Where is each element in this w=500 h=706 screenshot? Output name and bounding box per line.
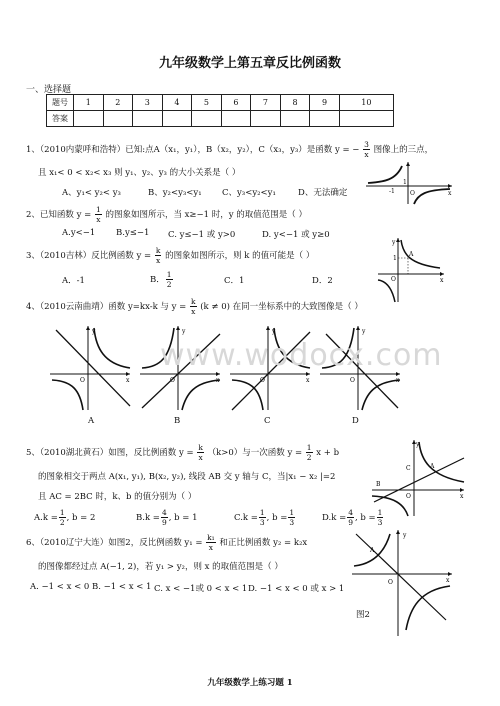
q5-line2: 的图象相交于两点 A(x₁, y₁), B(x₂, y₂), 线段 AB 交 y 轴与 C，当|x₁ − x₂ |=2 (38, 472, 336, 482)
answer-cell[interactable] (339, 111, 393, 127)
q1-graph (364, 160, 454, 206)
svg-text:O: O (80, 377, 85, 384)
svg-text:-1: -1 (389, 188, 395, 195)
table-row (47, 95, 394, 111)
q2-text: 2、已知函数 y = (26, 210, 92, 220)
svg-text:1: 1 (393, 255, 397, 262)
q5-option-b[interactable]: B.k = $\frac{4}{9}$ , b = 1 (136, 508, 198, 527)
q5-graph (370, 438, 466, 518)
q5-fraction-k: $\frac{k}{x}$ (198, 443, 203, 462)
table-cell: 10 (339, 95, 393, 111)
table-cell: 6 (221, 95, 251, 111)
table-cell: 8 (280, 95, 310, 111)
q1-line1 (26, 140, 433, 159)
svg-text:O: O (388, 579, 393, 586)
svg-text:1: 1 (403, 179, 407, 186)
q4-graph-a (48, 324, 132, 412)
q2-option-d[interactable]: D. y<−1 或 y≥0 (262, 230, 330, 240)
svg-text:y: y (92, 328, 96, 335)
svg-text:y: y (403, 532, 407, 539)
page-title: 九年级数学上第五章反比例函数 (158, 56, 341, 71)
q4-option-a[interactable]: A (88, 416, 95, 426)
table-cell: 2 (103, 95, 133, 111)
table-cell: 4 (162, 95, 192, 111)
table-cell: 3 (133, 95, 163, 111)
q5-option-a[interactable]: A.k = $\frac{1}{2}$ , b = 2 (34, 508, 96, 527)
q1-fraction: $\frac{3}{x}$ (364, 140, 369, 159)
svg-text:x: x (216, 377, 220, 384)
svg-text:O: O (406, 493, 411, 500)
q3-text-end: 的图象如图所示，则 k 的值可能是（ ） (165, 251, 315, 261)
q1-text-end: 图像上的三点， (373, 145, 434, 155)
svg-text:O: O (170, 377, 175, 384)
q3-graph (376, 236, 446, 304)
table-cell: 1 (74, 95, 104, 111)
svg-text:A: A (370, 547, 375, 554)
table-cell: 7 (251, 95, 281, 111)
answer-table (46, 94, 394, 127)
q5-option-c[interactable]: C.k = $\frac{1}{3}$ , b = $\frac{1}{3}$ (234, 508, 295, 527)
table-cell: 答案 (47, 111, 74, 127)
q4-text-end: (k ≠ 0) 在同一坐标系中的大致图像是（ ） (200, 302, 363, 312)
q3-line1 (26, 246, 314, 265)
page-footer: 九年级数学上练习题 1 (207, 678, 293, 688)
q3-text: 3、（2010吉林）反比例函数 y = (26, 251, 152, 261)
q1-option-c[interactable]: C、y₃<y₂<y₁ (222, 188, 276, 198)
q6-fraction: $\frac{\text{k₁}}{x}$ (207, 533, 215, 552)
q3-option-b[interactable]: B． $\frac{1}{2}$ (150, 270, 172, 289)
answer-cell[interactable] (74, 111, 104, 127)
q4-option-d[interactable]: D (352, 416, 359, 426)
table-row (47, 111, 394, 127)
q2-option-a[interactable]: A.y<−1 (62, 228, 96, 238)
svg-text:O: O (260, 377, 265, 384)
answer-cell[interactable] (192, 111, 222, 127)
q6-text: 6、（2010辽宁大连）如图2，反比例函数 y₁ = (26, 538, 203, 548)
watermark: www.wodocx.com (160, 338, 443, 373)
svg-text:x: x (306, 377, 310, 384)
svg-text:y: y (416, 441, 420, 448)
q6-graph (350, 528, 454, 638)
q2-option-c[interactable]: C. y≤−1 或 y>0 (168, 230, 236, 240)
q2-fraction: $\frac{1}{x}$ (95, 205, 101, 224)
q5-text-end: x + b (316, 448, 340, 458)
q4-text: 4、（2010云南曲靖）函数 y=kx-k 与 y = (26, 302, 187, 312)
q4-fraction: $\frac{k}{x}$ (190, 297, 196, 316)
q3-option-d[interactable]: D．2 (312, 276, 333, 286)
q3-option-c[interactable]: C．1 (224, 276, 245, 286)
answer-cell[interactable] (310, 111, 340, 127)
q2-text-end: 的图象如图所示，当 x≥−1 时，y 的取值范围是（ ） (105, 210, 307, 220)
svg-text:O: O (391, 276, 396, 283)
q6-option-c[interactable]: C. x < −1或 0 < x < 1 (154, 584, 248, 594)
q4-line1 (26, 297, 363, 316)
q6-option-d[interactable]: D. −1 < x < 0 或 x > 1 (248, 584, 345, 594)
table-cell: 9 (310, 95, 340, 111)
answer-cell[interactable] (103, 111, 133, 127)
q3-fraction: $\frac{k}{x}$ (155, 246, 161, 265)
svg-text:A: A (430, 463, 435, 470)
q6-line2: 的图像都经过点 A(−1, 2)，若 y₁ > y₂，则 x 的取值范围是（ ） (38, 562, 283, 572)
q2-option-b[interactable]: B.y≤−1 (116, 228, 150, 238)
svg-text:x: x (396, 377, 400, 384)
q3-option-a[interactable]: A．-1 (62, 276, 85, 286)
q6-line1 (26, 533, 307, 552)
svg-text:y: y (182, 328, 186, 335)
answer-cell[interactable] (221, 111, 251, 127)
q1-option-b[interactable]: B、y₂<y₃<y₁ (148, 188, 202, 198)
section-heading: 一、选择题 (26, 85, 72, 95)
svg-text:x: x (126, 377, 130, 384)
table-cell: 题号 (47, 95, 74, 111)
svg-text:C: C (406, 465, 411, 472)
answer-cell[interactable] (133, 111, 163, 127)
q4-option-c[interactable]: C (264, 416, 271, 426)
q5-line3: 且 AC = 2BC 时，k、b 的值分别为（ ） (38, 492, 197, 502)
svg-text:A: A (409, 251, 414, 258)
svg-text:x: x (446, 577, 450, 584)
q5-text: 5、（2010湖北黄石）如图，反比例函数 y = (26, 448, 194, 458)
svg-text:x: x (460, 493, 464, 500)
q6-option-b[interactable]: B. −1 < x < 1 (92, 582, 152, 592)
q1-line2: 且 x₁< 0 < x₂< x₃ 则 y₁、y₂、y₃ 的大小关系是（ ） (38, 168, 241, 178)
svg-text:O: O (410, 190, 415, 197)
svg-text:O: O (350, 377, 355, 384)
q1-option-a[interactable]: A、y₁< y₂< y₃ (62, 188, 121, 198)
answer-cell[interactable] (280, 111, 310, 127)
svg-text:x: x (448, 190, 452, 197)
q5-fraction-half: $\frac{1}{2}$ (306, 443, 312, 462)
q6-figure-label: 图2 (356, 610, 370, 620)
table-cell: 5 (192, 95, 222, 111)
q6-option-a[interactable]: A. −1 < x < 0 (30, 582, 90, 592)
q6-text-end: 和正比例函数 y₂ = k₂x (219, 538, 308, 548)
answer-cell[interactable] (251, 111, 281, 127)
q4-option-b[interactable]: B (174, 416, 181, 426)
q1-text: 1、（2010内蒙呼和浩特）已知:点A（x₁，y₁），B（x₂，y₂），C（x₃，y₃）是函数 y = − (26, 145, 360, 155)
q5-text-mid: （k>0）与一次函数 y = (207, 448, 303, 458)
svg-text:y: y (362, 328, 366, 335)
svg-text:y: y (272, 328, 276, 335)
q1-option-d[interactable]: D、无法确定 (298, 188, 348, 198)
q2-line1 (26, 205, 307, 224)
q5-line1 (26, 443, 339, 462)
svg-text:y: y (392, 239, 396, 246)
svg-text:B: B (376, 481, 381, 488)
answer-cell[interactable] (162, 111, 192, 127)
q5-option-d[interactable]: D.k = $\frac{4}{9}$ , b = $\frac{1}{3}$ (322, 508, 383, 527)
svg-text:x: x (440, 277, 444, 284)
